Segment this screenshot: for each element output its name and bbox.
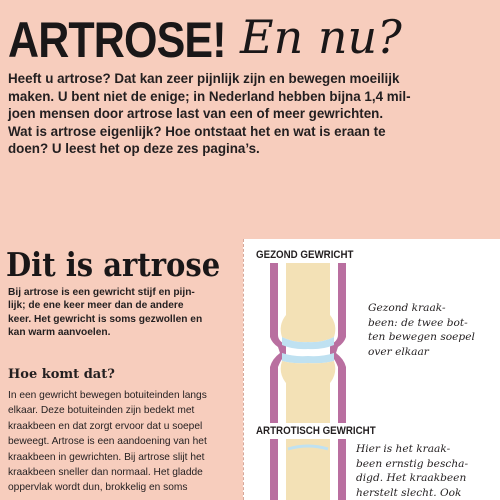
note-line: herstelt slecht. Ook	[356, 486, 462, 499]
subsection-title: Hoe komt dat?	[8, 367, 115, 382]
intro-line: doen? U leest het op deze zes pagina’s.	[8, 141, 260, 157]
body-line: elkaar. Deze botuiteinden zijn bedekt met	[8, 405, 195, 417]
arthritic-joint-heading: ARTROTISCH GEWRICHT	[256, 425, 376, 437]
intro-paragraph	[8, 70, 486, 158]
intro-line: Wat is artrose eigenlijk? Hoe ontstaat het en wat is eraan te	[8, 123, 386, 139]
body-line: beweegt. Artrose is een aandoening van het	[8, 436, 207, 448]
note-line: been: de twee bot-	[368, 316, 468, 329]
intro-line: maken. U bent niet de enige; in Nederland hebben bijna 1,4 mil-	[8, 88, 411, 104]
joint-illustration-panel	[243, 239, 500, 500]
lead-paragraph	[8, 286, 236, 340]
lead-line: kan warm aanvoelen.	[8, 327, 111, 339]
body-paragraph	[8, 388, 238, 496]
page-header	[8, 6, 498, 68]
body-line: kraakbeen en dat zorgt ervoor dat u soepel	[8, 420, 203, 432]
arthritic-joint-note	[356, 442, 468, 500]
body-line: kraakbeen sneller dan normaal. Het gladde	[8, 467, 203, 479]
note-line: digd. Het kraakbeen	[356, 472, 467, 484]
body-line: kraakbeen in gewrichten. Bij artrose slijt het	[8, 451, 205, 463]
section-title: Dit is artrose	[6, 245, 221, 284]
note-line: Gezond kraak-	[368, 302, 446, 314]
healthy-joint-note	[368, 301, 475, 359]
note-line: over elkaar	[368, 345, 429, 358]
arthritic-joint-illustration	[264, 439, 352, 500]
lead-line: Bij artrose is een gewricht stijf en pijn-	[8, 287, 195, 298]
lead-line: lijk; de ene keer meer dan de andere	[8, 300, 184, 312]
lead-line: keer. Het gewricht is soms gezwollen en	[8, 313, 203, 325]
note-line: been ernstig bescha-	[356, 457, 469, 470]
body-line: In een gewricht bewegen botuiteinden langs	[8, 390, 207, 401]
note-line: ten bewegen soepel	[368, 331, 475, 343]
healthy-joint-heading: GEZOND GEWRICHT	[256, 249, 354, 261]
note-line: Hier is het kraak-	[356, 443, 451, 455]
page-title-script: En nu?	[240, 10, 402, 64]
page-title: ARTROSE!	[8, 12, 226, 68]
healthy-joint-illustration	[264, 263, 352, 423]
intro-line: Heeft u artrose? Dat kan zeer pijnlijk zijn en bewegen moeilijk	[8, 71, 400, 86]
body-line: oppervlak wordt dun, brokkelig en soms	[8, 482, 188, 494]
intro-line: joen mensen door artrose last van een of meer gewrichten.	[8, 106, 384, 122]
